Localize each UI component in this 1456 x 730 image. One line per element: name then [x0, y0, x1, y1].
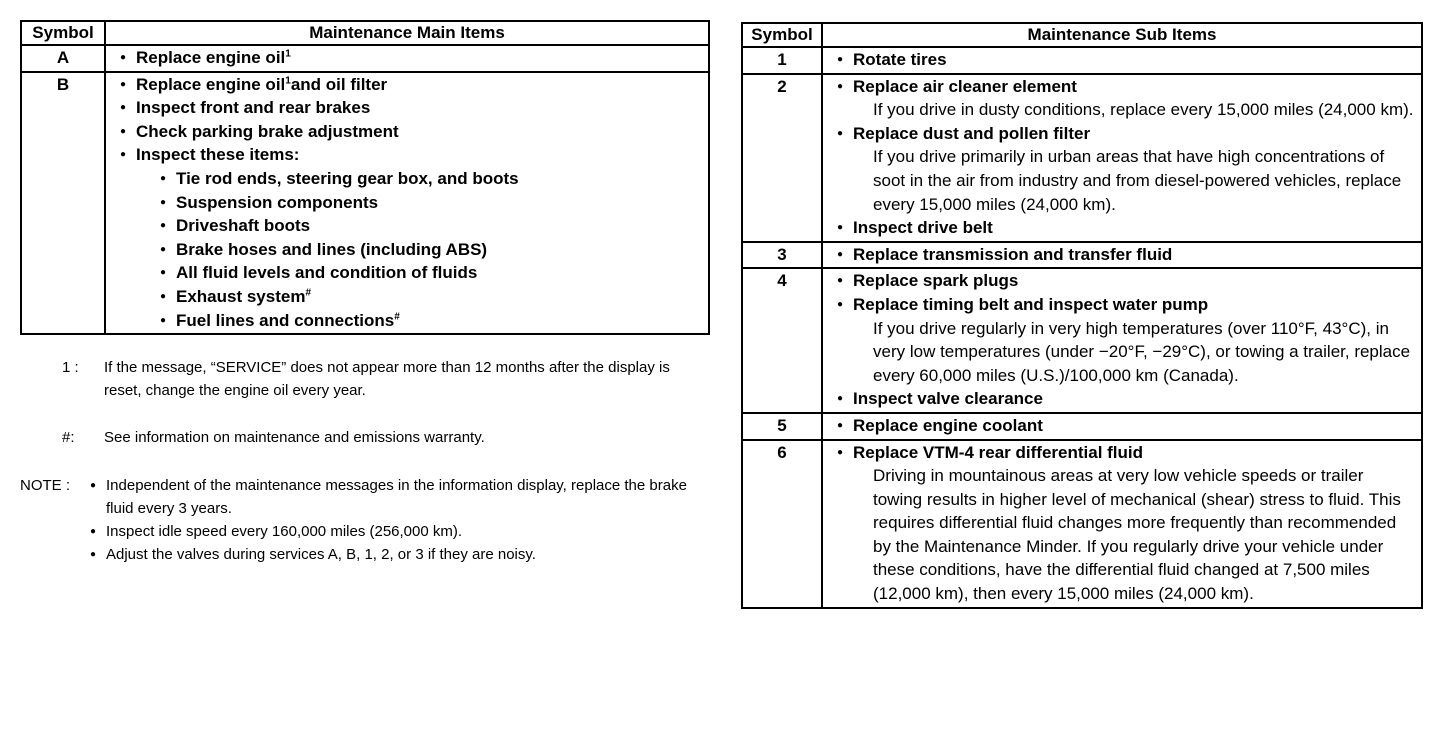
list-item: ● Replace VTM-4 rear differential fluid — [853, 441, 1417, 465]
sub-list-item: ● Driveshaft boots — [176, 214, 704, 238]
list-item: ● Inspect valve clearance — [853, 387, 1417, 411]
item-note: If you drive in dusty conditions, replace every 15,000 miles (24,000 km). — [873, 100, 1414, 120]
table-row — [743, 267, 1421, 412]
note-item: ● Independent of the maintenance messages in the information display, replace the brake fluid every 3 years. — [106, 474, 710, 520]
list-item: ● Replace engine oil$^1$ — [136, 46, 704, 70]
main-items-table — [20, 20, 710, 335]
list-item: ● Rotate tires — [853, 48, 1417, 72]
note-block — [20, 474, 710, 566]
row-symbol: 5 — [743, 414, 823, 439]
row-symbol: 4 — [743, 269, 823, 412]
item-note: If you drive regularly in very high temperatures (over 110°F, 43°C), in very low temperatures (under −20°F, −29°C), or towing a trailer, replace every 60,000 miles (U.S.)/100,000 km (Canada). — [873, 318, 1411, 385]
sub-list-item: ● Fuel lines and connections# — [176, 309, 704, 333]
sub-items-header: Maintenance Sub Items — [1027, 25, 1217, 44]
footnote-text: See information on maintenance and emissions warranty. — [104, 429, 485, 446]
list-item: ● Inspect drive belt — [853, 216, 1417, 240]
row-symbol: 6 — [743, 441, 823, 607]
symbol-header: Symbol — [743, 24, 823, 46]
list-item: ● Replace transmission and transfer fluid — [853, 243, 1417, 267]
note-item: ● Inspect idle speed every 160,000 miles (256,000 km). — [106, 520, 710, 543]
table-row — [743, 46, 1421, 73]
sub-list-item: ● Brake hoses and lines (including ABS) — [176, 238, 704, 262]
sub-items-table — [741, 22, 1423, 609]
sub-list-item: ● Suspension components — [176, 191, 704, 215]
table-header — [22, 22, 708, 44]
note-item: ● Adjust the valves during services A, B, 1, 2, or 3 if they are noisy. — [106, 543, 710, 566]
list-item: ● Replace air cleaner element — [853, 75, 1417, 99]
list-item: ● Check parking brake adjustment — [136, 120, 704, 144]
list-item: ● Replace timing belt and inspect water pump — [853, 293, 1417, 317]
footnote-text: If the message, “SERVICE” does not appear more than 12 months after the display is reset, change the engine oil every year. — [104, 359, 670, 399]
footnote-hash — [62, 426, 702, 449]
item-note: Driving in mountainous areas at very low vehicle speeds or trailer towing results in higher level of mechanical (shear) stress to fluid. This requires differential fluid changes more frequently than recommended by the Maintenance Minder. If you regularly drive your vehicle under these conditions, have the differential fluid changed at 7,500 miles (12,000 km), then every 15,000 miles (24,000 km). — [873, 466, 1401, 604]
table-row — [743, 241, 1421, 268]
row-symbol: 2 — [743, 75, 823, 241]
row-symbol: 3 — [743, 243, 823, 268]
note-label: NOTE : — [20, 477, 71, 494]
sub-list-item: ● All fluid levels and condition of fluids — [176, 261, 704, 285]
table-row — [743, 439, 1421, 607]
main-items-header: Maintenance Main Items — [309, 23, 505, 42]
footnote-mark: 1 : — [62, 359, 79, 376]
sub-list-item: ● Exhaust system# — [176, 285, 704, 309]
symbol-header: Symbol — [22, 22, 106, 44]
list-item: ● Replace engine coolant — [853, 414, 1417, 438]
table-row — [22, 44, 708, 71]
row-symbol: B — [22, 73, 106, 334]
item-note: If you drive primarily in urban areas that have high concentrations of soot in the air from industry and from diesel-powered vehicles, replace every 15,000 miles (24,000 km). — [873, 147, 1402, 214]
list-item: ● Inspect front and rear brakes — [136, 96, 704, 120]
sub-list-item: ● Tie rod ends, steering gear box, and boots — [176, 167, 704, 191]
table-row — [22, 71, 708, 334]
table-row — [743, 412, 1421, 439]
footnote-mark: #: — [62, 429, 75, 446]
list-item: ● Replace spark plugs — [853, 269, 1417, 293]
row-symbol: 1 — [743, 48, 823, 73]
footnote-1 — [62, 356, 702, 402]
list-item: ● Inspect these items: — [136, 143, 704, 167]
table-header — [743, 24, 1421, 46]
list-item: ● Replace dust and pollen filter — [853, 122, 1417, 146]
list-item: ● Replace engine oil$^1$and oil filter — [136, 73, 704, 97]
table-row — [743, 73, 1421, 241]
row-symbol: A — [22, 46, 106, 71]
